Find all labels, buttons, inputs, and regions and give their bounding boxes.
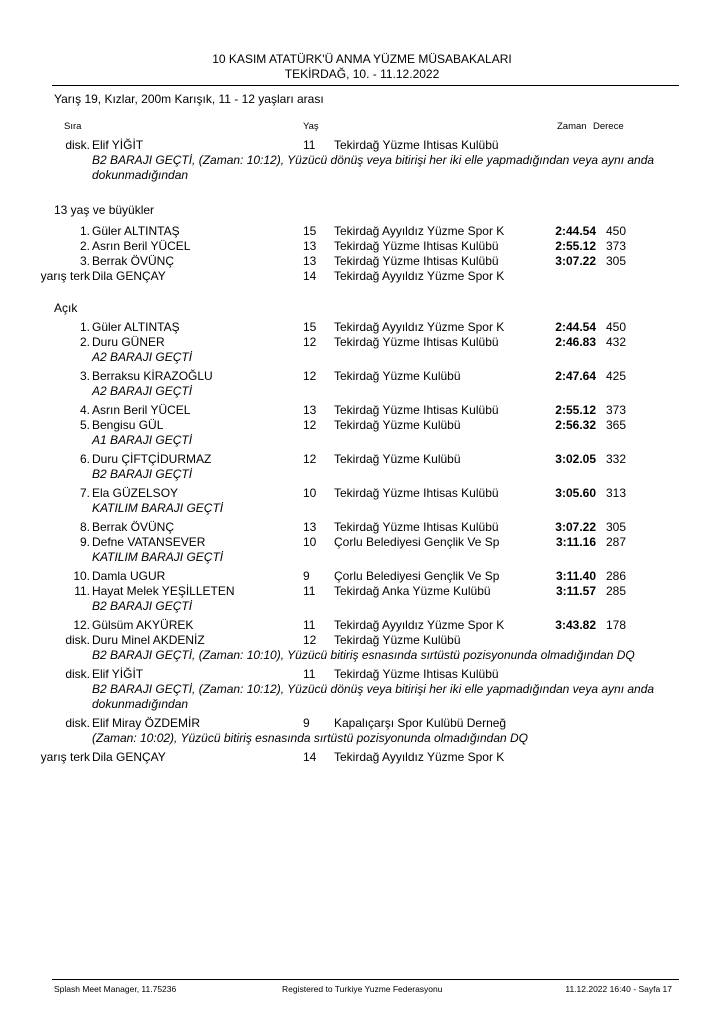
column-header-rank: Sıra [64,121,82,132]
swimmer-name: Hayat Melek YEŞİLLETEN [92,584,235,598]
club-name: Tekirdağ Yüzme Kulübü [334,633,461,647]
club-name: Kapalıçarşı Spor Kulübü Derneğ [334,716,507,730]
result-row [0,633,724,647]
club-name: Tekirdağ Yüzme Ihtisas Kulübü [334,520,499,534]
rank: 11. [74,584,90,598]
rank: 2. [79,335,90,349]
rank: 7. [79,486,90,500]
result-time: 2:44.54 [555,224,596,238]
swimmer-age: 12 [303,452,317,466]
rank: disk. [65,716,90,730]
result-time: 3:02.05 [555,452,596,466]
swimmer-age: 9 [303,569,310,583]
swimmer-name: Elif YİĞİT [92,138,144,152]
swimmer-name: Asrın Beril YÜCEL [92,403,191,417]
result-row [0,618,724,632]
swimmer-name: Duru ÇİFTÇİDURMAZ [92,452,212,466]
result-note: B2 BARAJI GEÇTİ, (Zaman: 10:10), Yüzücü bitiriş esnasında sırtüstü pozisyonunda olmadığından DQ [92,648,635,662]
swimmer-age: 12 [303,369,317,383]
result-time: 2:56.32 [555,418,596,432]
swimmer-age: 12 [303,633,317,647]
section-title-open: Açık [54,301,78,315]
swimmer-age: 13 [303,520,317,534]
result-note: B2 BARAJI GEÇTİ, (Zaman: 10:12), Yüzücü dönüş veya bitirişi her iki elle yapmadığından veya aynı anda [92,682,655,696]
result-points: 373 [605,239,626,253]
result-time: 3:07.22 [555,254,596,268]
result-row [0,138,724,152]
rank: 3. [79,254,90,268]
result-time: 2:55.12 [555,403,596,417]
result-points: 305 [605,520,626,534]
swimmer-name: Asrın Beril YÜCEL [92,239,191,253]
swimmer-age: 15 [303,320,317,334]
result-note: B2 BARAJI GEÇTİ, (Zaman: 10:12), Yüzücü dönüş veya bitirişi her iki elle yapmadığından veya aynı anda [92,153,655,167]
rank: yarış terk [40,750,90,764]
result-note: B2 BARAJI GEÇTİ [92,599,193,613]
swimmer-name: Bengisu GÜL [92,418,164,432]
result-note: dokunmadığından [92,168,189,182]
swimmer-name: Elif Miray ÖZDEMİR [92,716,200,730]
result-row [0,535,724,549]
swimmer-name: Güler ALTINTAŞ [92,320,180,334]
result-time: 2:44.54 [555,320,596,334]
swimmer-name: Gülsüm AKYÜREK [92,618,194,632]
club-name: Çorlu Belediyesi Gençlik Ve Sp [334,569,500,583]
result-row [0,750,724,764]
club-name: Tekirdağ Ayyıldız Yüzme Spor K [334,618,505,632]
footer-date-page: 11.12.2022 16:40 - Sayfa 17 [565,984,672,994]
rank: disk. [65,138,90,152]
result-points: 285 [605,584,626,598]
result-note: A1 BARAJI GEÇTİ [92,433,193,447]
club-name: Tekirdağ Ayyıldız Yüzme Spor K [334,224,505,238]
swimmer-name: Elif YİĞİT [92,667,144,681]
result-row [0,269,724,283]
result-row [0,486,724,500]
footer-divider [52,979,679,980]
result-time: 2:47.64 [555,369,596,383]
swimmer-age: 13 [303,254,317,268]
club-name: Tekirdağ Yüzme Kulübü [334,369,461,383]
result-note: KATILIM BARAJI GEÇTİ [92,550,224,564]
club-name: Çorlu Belediyesi Gençlik Ve Sp [334,535,500,549]
rank: 5. [79,418,90,432]
result-time: 3:05.60 [555,486,596,500]
swimmer-age: 13 [303,239,317,253]
result-note: B2 BARAJI GEÇTİ [92,467,193,481]
swimmer-age: 13 [303,403,317,417]
result-note: A2 BARAJI GEÇTİ [92,384,193,398]
swimmer-name: Güler ALTINTAŞ [92,224,180,238]
result-row [0,320,724,334]
footer-software: Splash Meet Manager, 11.75236 [54,984,177,994]
swimmer-name: Duru GÜNER [92,335,165,349]
result-note: KATILIM BARAJI GEÇTİ [92,501,224,515]
meet-title: 10 KASIM ATATÜRK'Ü ANMA YÜZME MÜSABAKALARI [212,52,512,66]
result-time: 3:11.57 [555,584,596,598]
swimmer-age: 10 [303,535,317,549]
result-points: 305 [605,254,626,268]
result-points: 287 [605,535,626,549]
rank: 4. [79,403,90,417]
swimmer-name: Damla UGUR [92,569,166,583]
result-points: 178 [605,618,626,632]
club-name: Tekirdağ Yüzme Kulübü [334,418,461,432]
swimmer-age: 12 [303,418,317,432]
result-points: 365 [605,418,626,432]
rank: 12. [73,618,90,632]
section-title-13-plus: 13 yaş ve büyükler [54,203,155,217]
club-name: Tekirdağ Yüzme Ihtisas Kulübü [334,138,499,152]
result-time: 2:46.83 [555,335,596,349]
result-row [0,716,724,730]
swimmer-name: Dila GENÇAY [92,269,166,283]
result-row [0,224,724,238]
club-name: Tekirdağ Yüzme Kulübü [334,452,461,466]
result-points: 373 [605,403,626,417]
header-divider [52,85,679,86]
club-name: Tekirdağ Yüzme Ihtisas Kulübü [334,667,499,681]
rank: 1. [79,320,90,334]
club-name: Tekirdağ Yüzme Ihtisas Kulübü [334,254,499,268]
swimmer-age: 10 [303,486,317,500]
swimmer-name: Duru Minel AKDENİZ [92,633,205,647]
rank: 2. [79,239,90,253]
swimmer-name: Ela GÜZELSOY [92,486,179,500]
swimmer-age: 11 [303,138,316,152]
result-row [0,369,724,383]
result-row [0,254,724,268]
result-time: 3:11.16 [555,535,596,549]
swimmer-age: 12 [303,335,317,349]
result-row [0,239,724,253]
swimmer-name: Berraksu KİRAZOĞLU [92,369,213,383]
result-time: 3:11.40 [555,569,596,583]
rank: yarış terk [40,269,90,283]
result-time: 2:55.12 [555,239,596,253]
result-row [0,667,724,681]
result-note: dokunmadığından [92,697,189,711]
result-time: 3:07.22 [555,520,596,534]
club-name: Tekirdağ Yüzme Ihtisas Kulübü [334,486,499,500]
meet-location-date: TEKİRDAĞ, 10. - 11.12.2022 [284,67,440,81]
result-row [0,403,724,417]
club-name: Tekirdağ Anka Yüzme Kulübü [334,584,491,598]
result-points: 286 [605,569,626,583]
rank: 10. [73,569,90,583]
club-name: Tekirdağ Ayyıldız Yüzme Spor K [334,320,505,334]
result-row [0,418,724,432]
swimmer-name: Dila GENÇAY [92,750,166,764]
club-name: Tekirdağ Yüzme Ihtisas Kulübü [334,335,499,349]
swimmer-age: 11 [303,618,316,632]
rank: 8. [79,520,90,534]
swimmer-name: Defne VATANSEVER [92,535,206,549]
result-points: 432 [605,335,626,349]
club-name: Tekirdağ Ayyıldız Yüzme Spor K [334,750,505,764]
result-points: 450 [605,224,626,238]
result-row [0,335,724,349]
swimmer-name: Berrak ÖVÜNÇ [92,520,175,534]
result-row [0,569,724,583]
result-points: 450 [605,320,626,334]
swimmer-name: Berrak ÖVÜNÇ [92,254,175,268]
result-note: (Zaman: 10:02), Yüzücü bitiriş esnasında sırtüstü pozisyonunda olmadığından DQ [92,731,529,745]
swimmer-age: 11 [303,667,316,681]
column-header-points: Derece [593,121,624,132]
club-name: Tekirdağ Ayyıldız Yüzme Spor K [334,269,505,283]
result-row [0,520,724,534]
column-header-age: Yaş [303,121,319,132]
rank: 3. [79,369,90,383]
rank: disk. [65,667,90,681]
club-name: Tekirdağ Yüzme Ihtisas Kulübü [334,403,499,417]
event-title: Yarış 19, Kızlar, 200m Karışık, 11 - 12 yaşları arası [54,92,324,106]
swimmer-age: 14 [303,269,317,283]
result-note: A2 BARAJI GEÇTİ [92,350,193,364]
rank: disk. [65,633,90,647]
result-points: 425 [605,369,626,383]
rank: 1. [79,224,90,238]
column-header-time: Zaman [557,121,587,132]
swimmer-age: 11 [303,584,316,598]
footer-registration: Registered to Turkiye Yuzme Federasyonu [282,984,443,994]
result-row [0,452,724,466]
rank: 6. [79,452,90,466]
result-time: 3:43.82 [555,618,596,632]
swimmer-age: 9 [303,716,310,730]
club-name: Tekirdağ Yüzme Ihtisas Kulübü [334,239,499,253]
rank: 9. [79,535,90,549]
result-points: 313 [605,486,626,500]
result-row [0,584,724,598]
swimmer-age: 15 [303,224,317,238]
swimmer-age: 14 [303,750,317,764]
result-points: 332 [605,452,626,466]
